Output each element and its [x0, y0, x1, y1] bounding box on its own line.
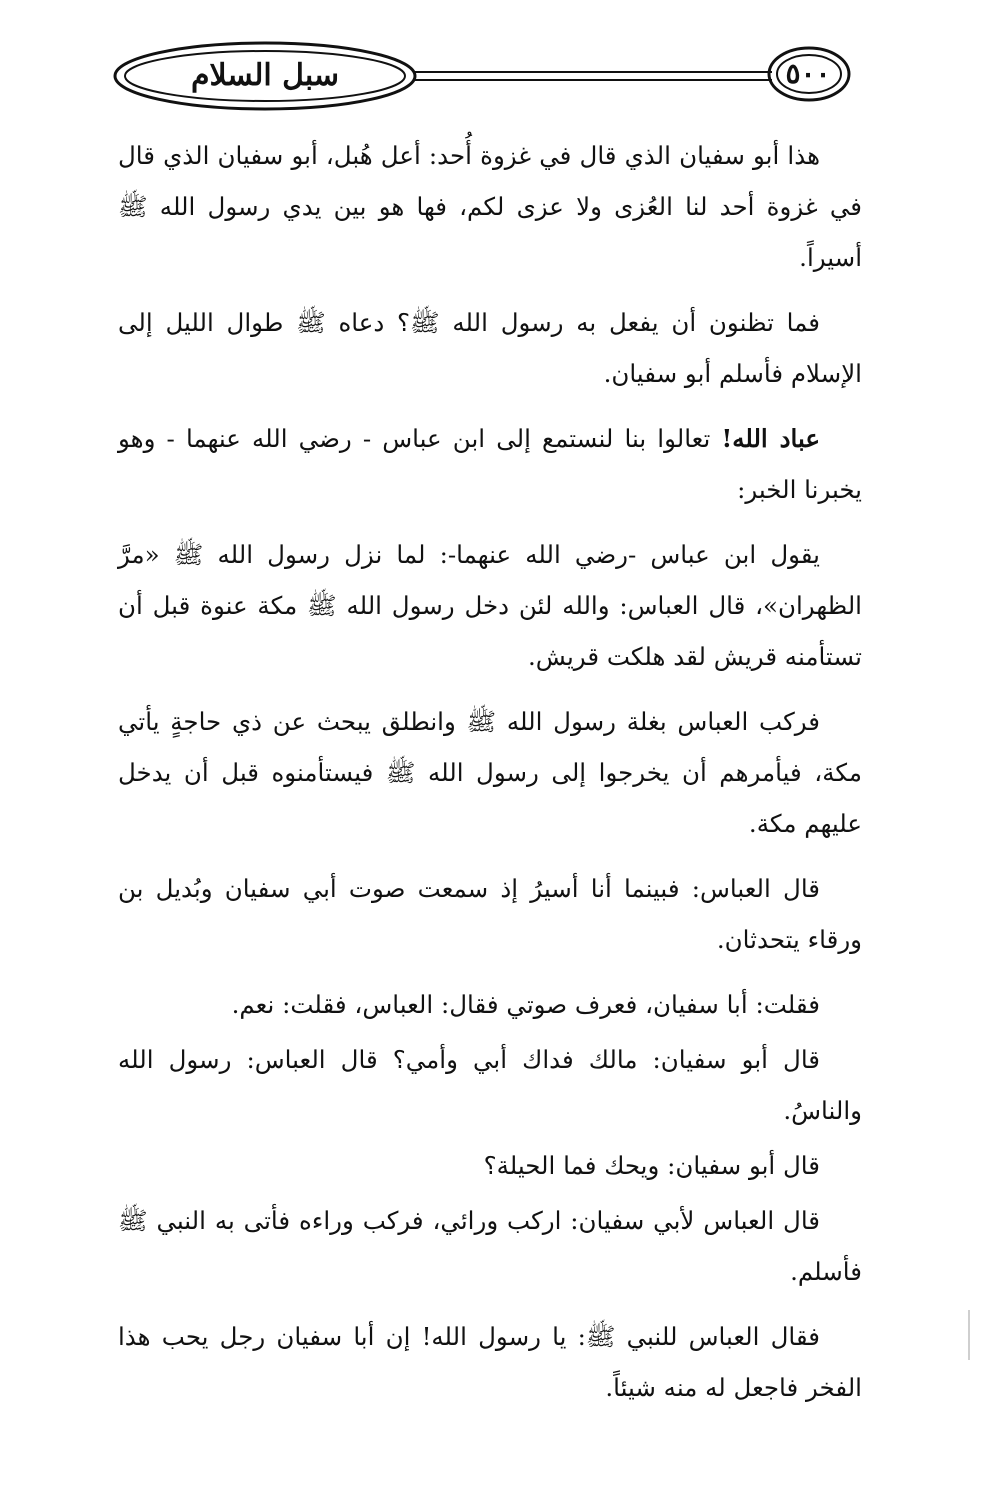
- paragraph-2: فما تظنون أن يفعل به رسول الله ﷺ؟ دعاه ﷺ طوال الليل إلى الإسلام فأسلم أبو سفيان.: [118, 308, 862, 388]
- paragraph-9: قال أبو سفيان: ويحك فما الحيلة؟: [483, 1151, 820, 1180]
- paragraph-5: فركب العباس بغلة رسول الله ﷺ وانطلق يبحث عن ذي حاجةٍ يأتي مكة، فيأمرهم أن يخرجوا إلى رسول الله ﷺ فيستأمنوه قبل أن يدخل عليهم مكة.: [118, 707, 862, 838]
- paragraph-7: فقلت: أبا سفيان، فعرف صوتي فقال: العباس، فقلت: نعم.: [231, 990, 820, 1019]
- book-title: سبل السلام: [190, 58, 340, 93]
- paragraph-11: فقال العباس للنبي ﷺ: يا رسول الله! إن أبا سفيان رجل يحب هذا الفخر فاجعل له منه شيئاً.: [118, 1322, 862, 1402]
- paragraph-3: [118, 413, 862, 515]
- paragraph-lead: عباد الله!: [721, 424, 820, 453]
- paragraph-1: هذا أبو سفيان الذي قال في غزوة أُحد: أعل هُبل، أبو سفيان الذي قال في غزوة أحد لنا العُزى ولا عزى لكم، فها هو بين يدي رسول الله ﷺ أسيراً.: [118, 141, 862, 272]
- page-body: [118, 130, 862, 1427]
- paragraph-3-text: تعالوا بنا لنستمع إلى ابن عباس - رضي الله عنهما - وهو يخبرنا الخبر:: [118, 424, 862, 504]
- paragraph-8: قال أبو سفيان: مالك فداك أبي وأمي؟ قال العباس: رسول الله والناسُ.: [118, 1045, 862, 1125]
- running-header: [112, 40, 856, 116]
- page-number: ٥٠٠: [785, 57, 831, 90]
- paragraph-6: قال العباس: فبينما أنا أسيرُ إذ سمعت صوت أبي سفيان وبُديل بن ورقاء يتحدثان.: [118, 874, 862, 954]
- paragraph-10: قال العباس لأبي سفيان: اركب ورائي، فركب وراءه فأتى به النبي ﷺ فأسلم.: [118, 1206, 862, 1286]
- paragraph-4: يقول ابن عباس -رضي الله عنهما-: لما نزل رسول الله ﷺ «مرَّ الظهران»، قال العباس: والله لئن دخل رسول الله ﷺ مكة عنوة قبل أن تستأمنه قريش لقد هلكت قريش.: [118, 540, 862, 671]
- scan-margin-mark: [968, 1310, 970, 1360]
